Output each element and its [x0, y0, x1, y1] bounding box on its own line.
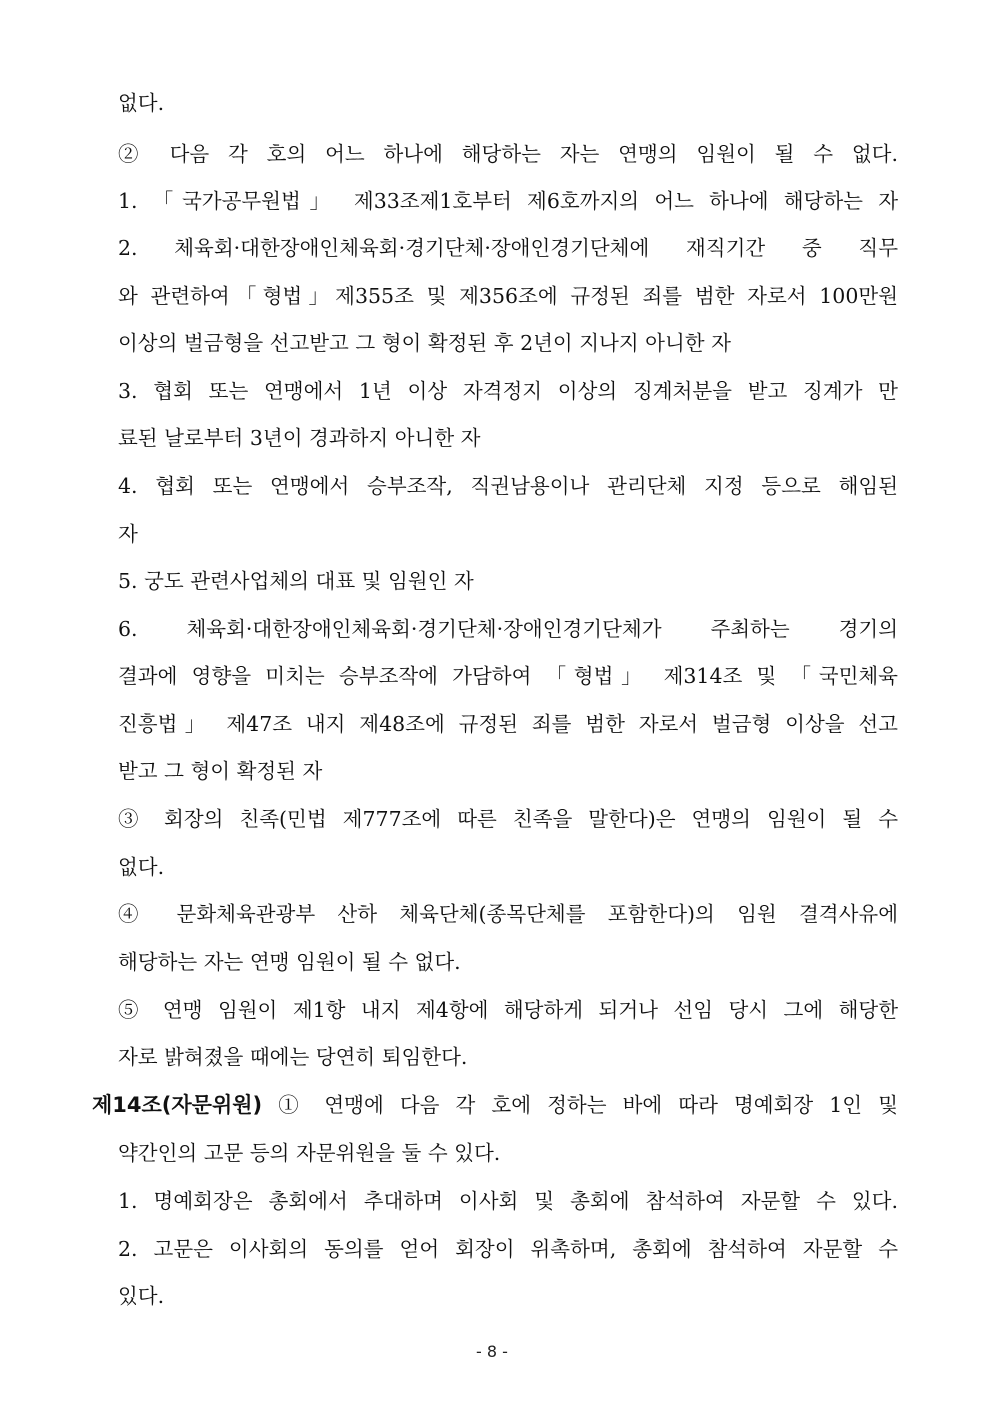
text-line: 2. 체육회·대한장애인체육회·경기단체·장애인경기단체에 재직기간 중 직무: [118, 236, 898, 260]
text-line: 5. 궁도 관련사업체의 대표 및 임원인 자: [118, 569, 474, 593]
page-number: - 8 -: [476, 1342, 508, 1361]
text-line: 이상의 벌금형을 선고받고 그 형이 확정된 후 2년이 지나지 아니한 자: [118, 331, 731, 355]
text-line: 6. 체육회·대한장애인체육회·경기단체·장애인경기단체가 주최하는 경기의: [118, 617, 898, 641]
text-line: 료된 날로부터 3년이 경과하지 아니한 자: [118, 426, 481, 450]
text-line: 받고 그 형이 확정된 자: [118, 759, 323, 783]
article-14-heading-line: [92, 1090, 898, 1120]
article-14-first-line: ① 연맹에 다음 각 호에 정하는 바에 따라 명예회장 1인 및: [262, 1093, 898, 1117]
text-line: 자: [118, 522, 138, 546]
text-line: 자로 밝혀졌을 때에는 당연히 퇴임한다.: [118, 1045, 468, 1069]
article-14-title: 제14조(자문위원): [92, 1093, 263, 1117]
text-line: 와 관련하여「형법」제355조 및 제356조에 규정된 죄를 범한 자로서 100만원: [118, 284, 898, 308]
text-line: 결과에 영향을 미치는 승부조작에 가담하여 「형법」 제314조 및 「국민체육: [118, 664, 898, 688]
text-line: 3. 협회 또는 연맹에서 1년 이상 자격정지 이상의 징계처분을 받고 징계가 만: [118, 379, 898, 403]
text-line: 약간인의 고문 등의 자문위원을 둘 수 있다.: [118, 1141, 501, 1165]
text-line: 없다.: [118, 855, 165, 879]
text-line: 1. 명예회장은 총회에서 추대하며 이사회 및 총회에 참석하여 자문할 수 있다.: [118, 1189, 898, 1213]
text-line: 있다.: [118, 1284, 165, 1308]
text-line: 해당하는 자는 연맹 임원이 될 수 없다.: [118, 950, 461, 974]
text-line: 2. 고문은 이사회의 동의를 얻어 회장이 위촉하며, 총회에 참석하여 자문할 수: [118, 1237, 898, 1261]
text-line: ④ 문화체육관광부 산하 체육단체(종목단체를 포함한다)의 임원 결격사유에: [118, 902, 898, 926]
text-line: 없다.: [118, 91, 165, 115]
text-line: 1. 「국가공무원법」 제33조제1호부터 제6호까지의 어느 하나에 해당하는 자: [118, 189, 898, 213]
text-line: 4. 협회 또는 연맹에서 승부조작, 직권남용이나 관리단체 지정 등으로 해임된: [118, 474, 898, 498]
text-line: ② 다음 각 호의 어느 하나에 해당하는 자는 연맹의 임원이 될 수 없다.: [118, 142, 898, 166]
text-line: ③ 회장의 친족(민법 제777조에 따른 친족을 말한다)은 연맹의 임원이 될 수: [118, 807, 898, 831]
text-line: 진흥법」 제47조 내지 제48조에 규정된 죄를 범한 자로서 벌금형 이상을 선고: [118, 712, 898, 736]
text-line: ⑤ 연맹 임원이 제1항 내지 제4항에 해당하게 되거나 선임 당시 그에 해당한: [118, 998, 898, 1022]
